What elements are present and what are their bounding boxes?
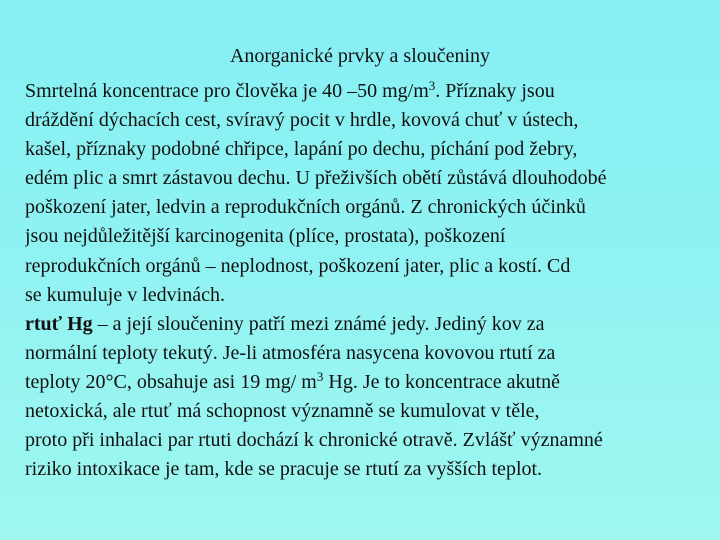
text-line: [25, 77, 720, 106]
superscript: 3: [316, 368, 324, 384]
slide-title: Anorganické prvky a sloučeniny: [229, 45, 491, 67]
text-line: edém plic a smrt zástavou dechu. U přeživších obětí zůstává dlouhodobé: [25, 167, 607, 190]
text-line: netoxická, ale rtuť má schopnost významně se kumulovat v těle,: [25, 400, 540, 423]
text-line: kašel, příznaky podobné chřipce, lapání po dechu, píchání pod žebry,: [25, 138, 578, 161]
text-line: jsou nejdůležitější karcinogenita (plíce, prostata), poškození: [25, 225, 506, 248]
text-line: proto při inhalaci par rtuti dochází k chronické otravě. Zvlášť významné: [25, 429, 603, 452]
text-segment: Hg. Je to koncentrace akutně: [323, 370, 560, 393]
text-segment: . Příznaky jsou: [435, 80, 555, 102]
text-segment: – a její sloučeniny patří mezi známé jedy. Jediný kov za: [92, 312, 545, 335]
text-line: se kumuluje v ledvinách.: [25, 283, 225, 306]
text-line: normální teploty tekutý. Je-li atmosféra nasycena kovovou rtutí za: [25, 341, 556, 364]
text-line: [25, 310, 720, 339]
text-segment: teploty 20°C, obsahuje asi 19 mg/ m: [25, 370, 317, 393]
text-line: riziko intoxikace je tam, kde se pracuje se rtutí za vyšších teplot.: [25, 458, 543, 481]
text-line: poškození jater, ledvin a reprodukčních orgánů. Z chronických účinků: [25, 196, 586, 219]
text-segment: Smrtelná koncentrace pro člověka je 40 –50 mg/m: [25, 80, 429, 102]
text-line: dráždění dýchacích cest, svíravý pocit v hrdle, kovová chuť v ústech,: [25, 109, 579, 132]
bold-term: rtuť Hg: [25, 312, 93, 335]
slide-body-text: [25, 77, 720, 484]
text-line: reprodukčních orgánů – neplodnost, poškození jater, plic a kostí. Cd: [25, 254, 571, 277]
superscript: 3: [428, 78, 436, 93]
text-line: [25, 368, 720, 397]
